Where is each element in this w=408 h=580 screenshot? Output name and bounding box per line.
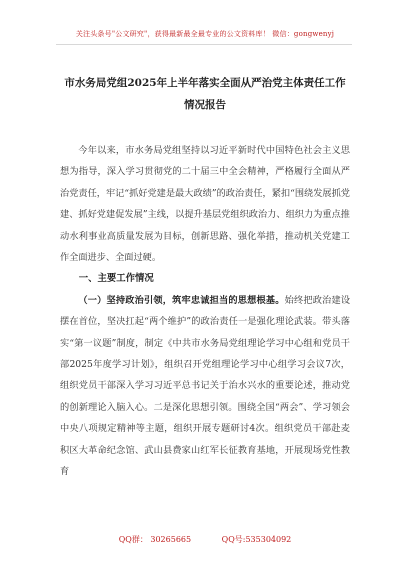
document-title: 市水务局党组2025年上半年落实全面从严治党主体责任工作情况报告: [64, 77, 346, 111]
header-divider: [56, 44, 352, 45]
header-banner: 关注头条号"公文研究"，获得最新最全最专业的公文资料库！ 微信：gongwenyj: [75, 30, 335, 38]
intro-paragraph: 今年以来，市水务局党组坚持以习近平新时代中国特色社会主义思想为指导，深入学习贯彻党的二十届三中全会精神，严格履行全面从严治党责任，牢记“抓好党建是最大政绩”的政治责任，紧扣“围绕发展抓党建、抓好党建促发展”主线，以提升基层党组织政治力、组织力为重点推动水利事业高质量发展为目标，创新思路、强化举措，推动机关党建工作全面进步、全面过硬。: [60, 145, 350, 264]
footer-qq-number: QQ号:535304092: [221, 535, 292, 544]
footer-contact: [60, 534, 350, 545]
section-heading: 一、主要工作情况: [78, 273, 154, 285]
sub-section-text: 始终把政治建设摆在首位，坚决扛起“两个维护”的政治责任一是强化理论武装。带头落实“第一议题”制度，制定《中共市水务局党组理论学习中心组和党员干部2025年度学习计划》，组织召开党组理论学习中心组学习会议7次，组织党员干部深入学习习近平总书记关于治水兴水的重要论述，推动党的创新理论入脑入心。二是深化思想引领。围绕全国“两会”、学习领会中央八项规定精神等主题，组织开展专题研讨4次。组织党员干部赴麦积区大革命纪念馆、武山县费家山红军长征教育基地，开展现场党性教育: [60, 294, 351, 478]
sub-section-paragraph: [60, 290, 350, 483]
document-body: [60, 140, 350, 483]
footer-qq-group: QQ群： 30265665: [118, 535, 192, 544]
sub-section-heading: （一）坚持政治引领，筑牢忠诚担当的思想根基。: [78, 294, 285, 306]
